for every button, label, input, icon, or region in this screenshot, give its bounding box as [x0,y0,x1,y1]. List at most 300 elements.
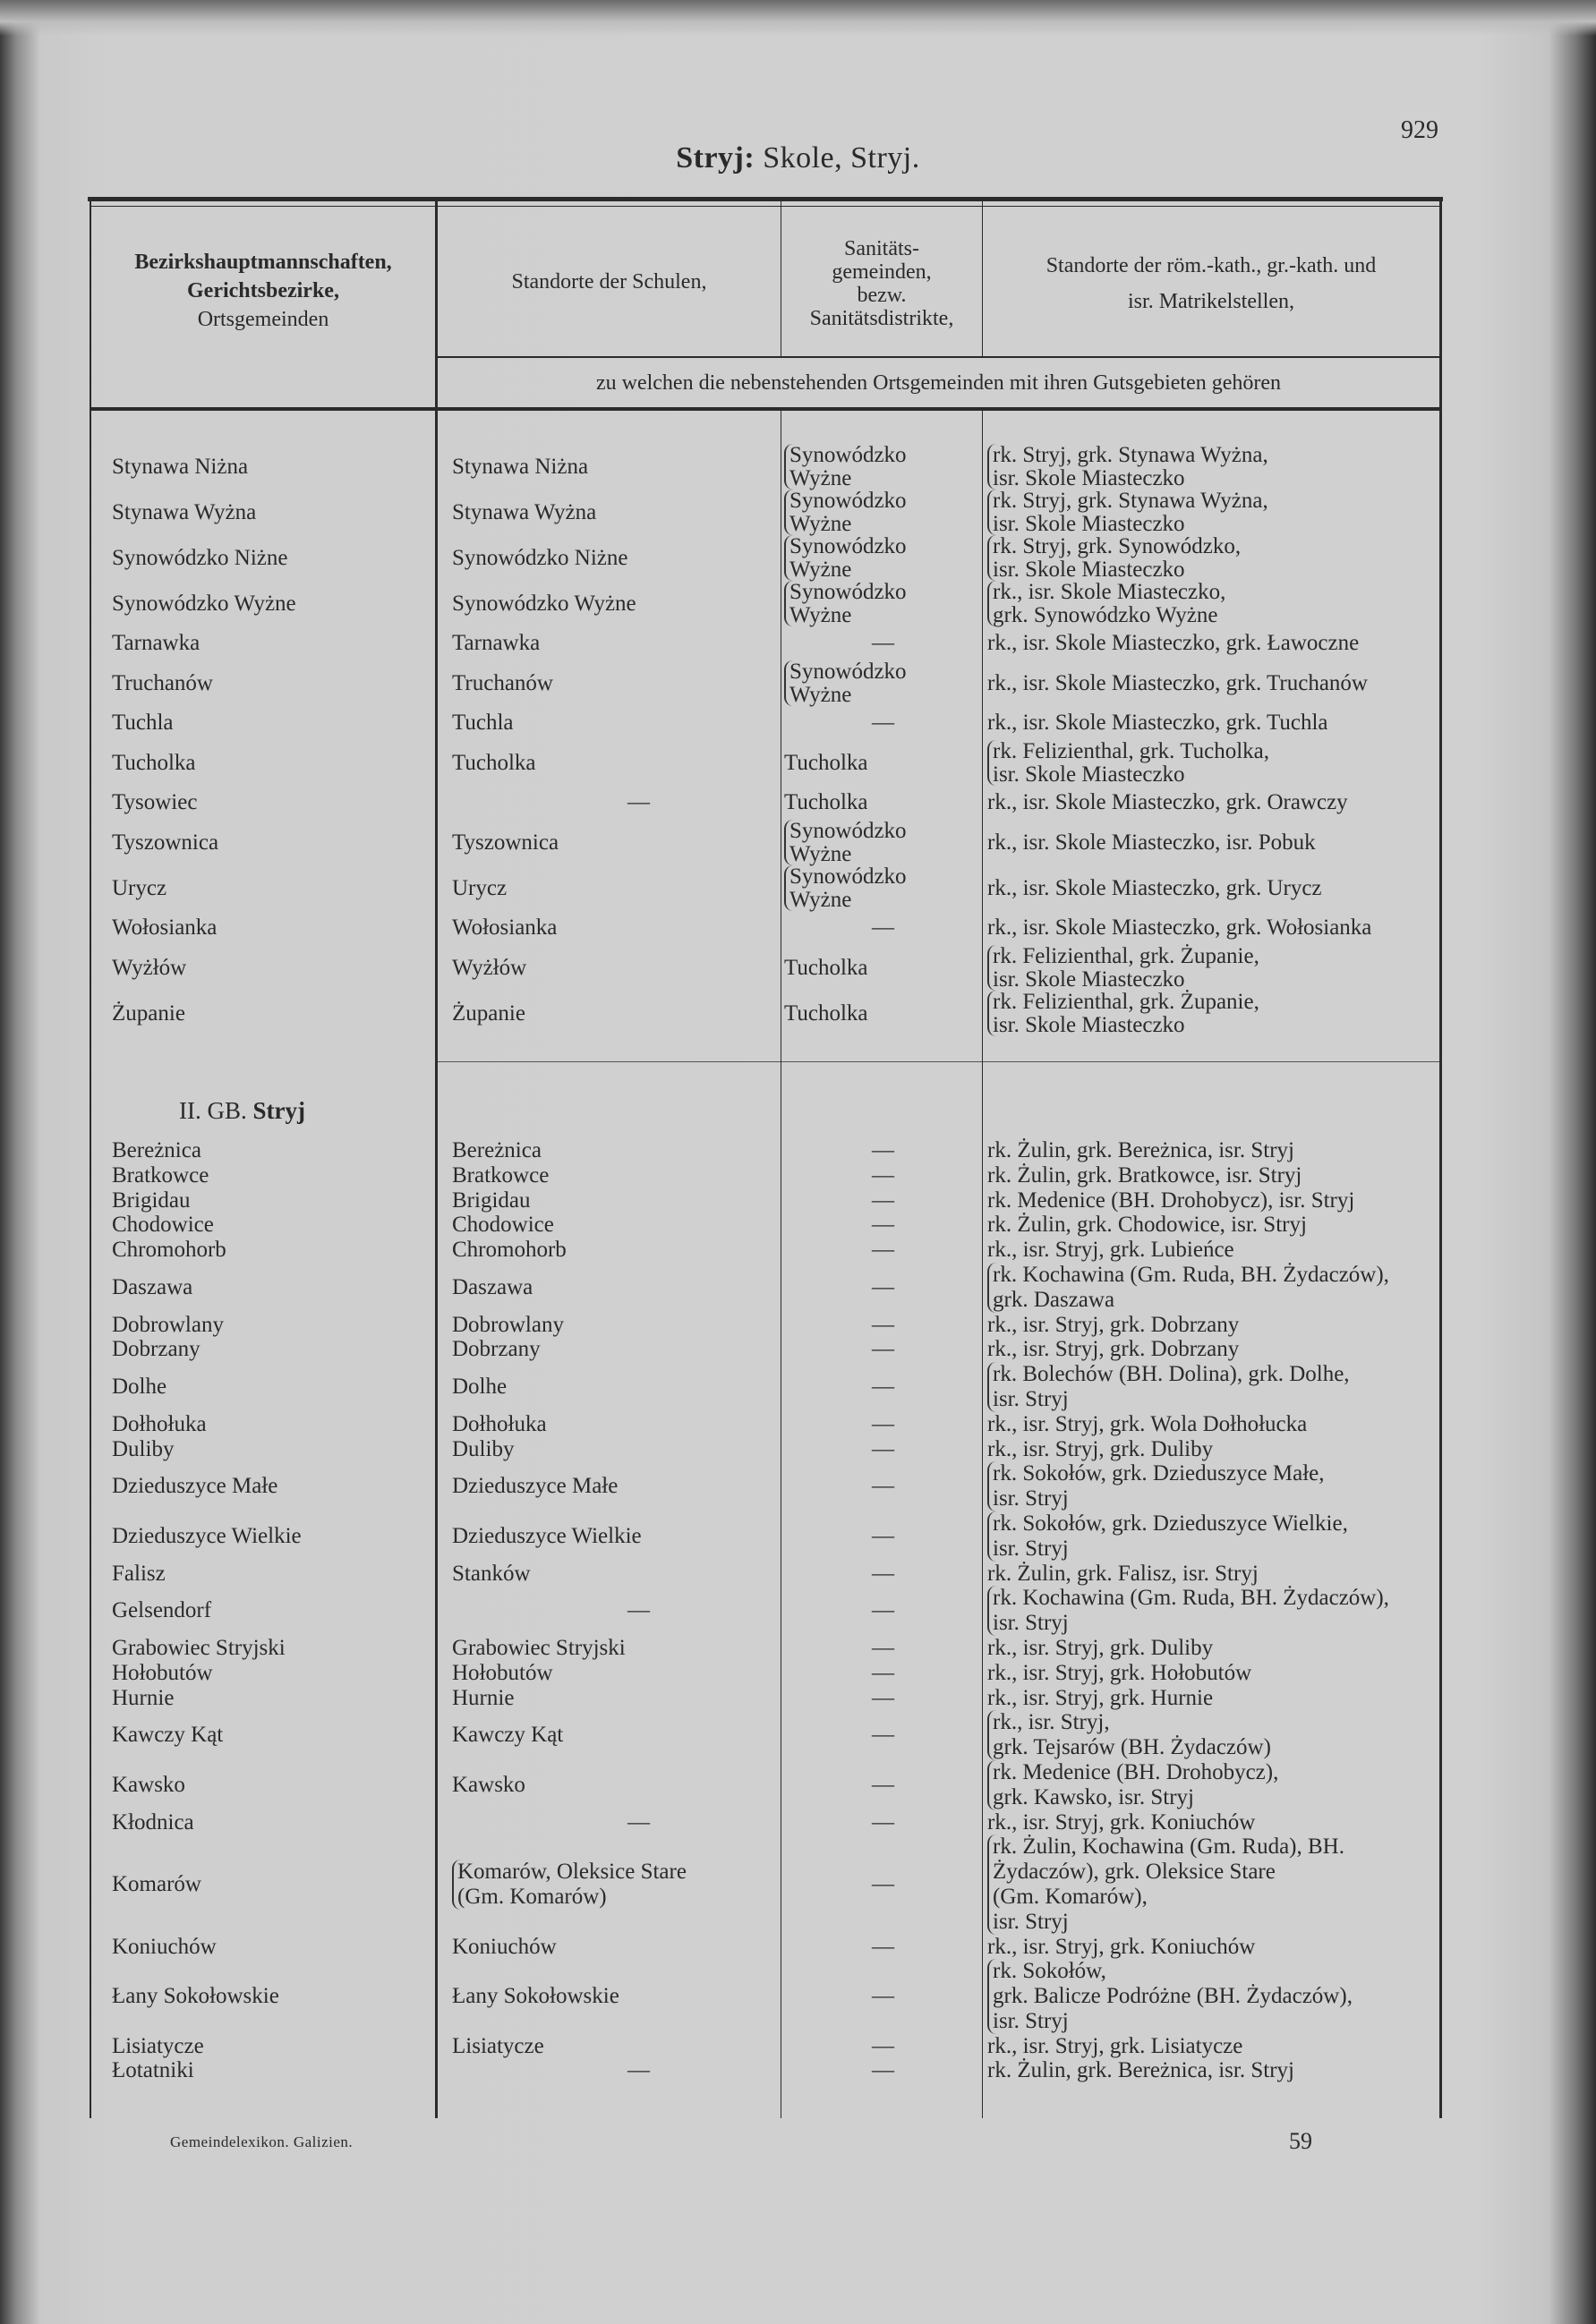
header-col1-line2: Gerichtsbezirke, [187,279,339,302]
cell-line: Dobrowlany [452,1312,564,1337]
text-group [452,501,596,524]
registers-cell [982,489,1441,535]
cell-line: rk., isr. Stryj, grk. Dobrzany [987,1337,1240,1362]
table-row [90,1661,1441,1686]
registers-cell [982,1213,1441,1238]
table-row [90,1138,1441,1163]
cell-line: isr. Skole Miasteczko [993,762,1185,787]
registers-cell [982,1461,1441,1511]
header-subheader-text: zu welchen die nebenstehenden Ortsgemeinden mit ihren Gutsgebieten gehören [595,370,1282,395]
school-cell [436,2058,781,2083]
header-col1-line3: Ortsgemeinden [197,308,329,331]
text-group [987,672,1368,695]
cell-line: Tucholka [784,1000,868,1026]
text-group [452,2034,544,2059]
cell-line: rk. Felizienthal, grk. Tucholka, [993,739,1269,763]
municipality-cell [90,455,436,479]
municipality-cell [90,1337,436,1362]
text-group [987,1337,1239,1362]
school-cell [436,1860,781,1910]
empty-dash: — [627,1598,650,1623]
registers-cell [982,1959,1441,2033]
text-group [452,1337,541,1362]
school-cell [436,1562,781,1587]
cell-line: grk. Tejsarów (BH. Żydaczów) [993,1735,1271,1760]
sanitary-cell [781,660,982,706]
registers-cell [982,2058,1441,2083]
section-divider [436,1061,1441,1062]
text-group [784,1002,868,1026]
sanitary-cell [781,820,982,865]
school-cell [436,1984,781,2009]
municipality-cell [90,1562,436,1587]
cell-line: Żydaczów), grk. Oleksice Stare [993,1860,1276,1885]
text-group [784,1984,982,2009]
empty-dash: — [872,1723,894,1748]
text-group [784,1213,982,1238]
text-group [784,1636,982,1661]
text-group [452,2058,781,2083]
municipality-cell [90,1686,436,1711]
text-group [452,957,526,980]
cell-line: isr. Stryj [993,1386,1069,1411]
text-group [452,1188,531,1213]
table-row [90,1163,1441,1188]
empty-dash: — [872,631,894,656]
registers-cell [982,1362,1441,1412]
table-top-rule [88,197,1443,201]
cell-line: rk., isr. Skole Miasteczko, grk. Orawczy [987,790,1348,815]
text-group [784,1598,982,1623]
text-group [987,1810,1255,1835]
municipality-cell [90,957,436,980]
registers-cell [982,1661,1441,1686]
header-col4-line1: Standorte der röm.-kath., gr.-kath. und [1046,254,1377,277]
school-cell [436,1375,781,1400]
registers-cell [982,711,1441,735]
sanitary-cell [781,444,982,489]
municipality-cell [90,1984,436,2009]
empty-dash: — [872,1312,894,1337]
cell-line: isr. Skole Miasteczko [993,511,1185,536]
municipality-cell [90,1872,436,1897]
table-row [90,1686,1441,1711]
school-cell [436,547,781,570]
registers-cell [982,916,1441,940]
school-cell [436,1935,781,1960]
page-number: 929 [1401,116,1438,144]
text-group [784,1524,982,1549]
cell-line: Synowódzko Wyżne [452,591,636,616]
municipality-cell [90,1524,436,1549]
table-row [90,1313,1441,1338]
empty-dash: — [872,1474,894,1499]
table-row [90,786,1441,820]
cell-line: Wyżne [789,682,852,707]
text-group [987,1686,1213,1711]
cell-line: rk., isr. Stryj, grk. Lisiatycze [987,2033,1243,2058]
text-group [784,1723,982,1748]
brace-group [987,1959,1353,2033]
municipality-name: Tyszownica [112,830,219,855]
school-cell [436,501,781,524]
empty-dash: — [872,1660,894,1685]
text-group [452,1810,781,1835]
empty-dash: — [872,1772,894,1797]
school-cell [436,1723,781,1748]
registers-cell [982,1263,1441,1313]
municipality-name: Bratkowce [112,1162,209,1188]
sanitary-cell [781,1188,982,1213]
municipality-name: Hurnie [112,1685,175,1710]
sanitary-cell [781,916,982,940]
table-row [90,820,1441,865]
text-group [452,1313,564,1338]
school-cell [436,752,781,775]
section-stryj [90,1138,1441,2083]
table-row [90,991,1441,1036]
municipality-cell [90,547,436,570]
school-cell [436,2034,781,2059]
text-group [452,1773,525,1798]
sanitary-cell [781,752,982,775]
sanitary-cell [781,1002,982,1026]
municipality-cell [90,1935,436,1960]
cell-line: Synowódzko [789,660,907,684]
text-group [784,791,868,814]
municipality-cell [90,632,436,655]
brace-group [784,581,907,626]
registers-cell [982,1562,1441,1587]
section-skole [90,444,1441,1036]
table-row [90,740,1441,786]
title-subdistricts: Skole, Stryj. [755,141,920,175]
cell-line: Dzieduszyce Wielkie [452,1523,642,1548]
municipality-cell [90,2034,436,2059]
municipality-name: Daszawa [112,1274,193,1299]
empty-dash: — [872,2058,894,2083]
municipality-cell [90,1412,436,1437]
registers-cell [982,1138,1441,1163]
cell-line: rk. Żulin, grk. Falisz, isr. Stryj [987,1561,1259,1586]
cell-line: rk. Felizienthal, grk. Żupanie, [993,990,1259,1014]
text-group [784,1474,982,1499]
cell-line: rk., isr. Skole Miasteczko, grk. Wołosianka [987,915,1372,941]
brace-group [987,444,1268,489]
header-col3-line4: Sanitätsdistrikte, [809,307,954,330]
brace-group [987,1263,1389,1313]
text-group [784,1163,982,1188]
school-cell [436,1661,781,1686]
text-group [452,592,636,616]
cell-line: isr. Stryj [993,1486,1069,1511]
brace-group [784,820,907,865]
table-row [90,1511,1441,1562]
school-cell [436,1313,781,1338]
text-group [452,1636,626,1661]
text-group [784,1138,982,1163]
municipality-name: Lisiatycze [112,2033,204,2058]
text-group [452,1238,567,1263]
municipality-cell [90,1238,436,1263]
cell-line: rk., isr. Skole Miasteczko, grk. Ławoczne [987,631,1360,656]
municipality-name: Duliby [112,1436,175,1461]
header-col2-text: Standorte der Schulen, [511,270,707,294]
table-row [90,581,1441,626]
text-group [784,1238,982,1263]
cell-line: grk. Daszawa [993,1287,1115,1312]
cell-line: Synowódzko [789,534,907,558]
text-group [452,1474,618,1499]
brace-group [987,1710,1271,1760]
cell-line: rk., isr. Stryj, grk. Wola Dołhołucka [987,1411,1308,1436]
brace-group [987,945,1259,991]
municipality-name: Dołhołuka [112,1411,207,1436]
empty-dash: — [872,1162,894,1188]
text-group [452,877,507,900]
header-col4-line2: isr. Matrikelstellen, [1128,290,1294,313]
sanitary-cell [781,489,982,535]
text-group [452,1524,642,1549]
sanitary-cell [781,1474,982,1499]
cell-line: Stanków [452,1561,531,1586]
cell-line: Tuchla [452,711,514,736]
municipality-cell [90,672,436,695]
sanitary-cell [781,865,982,911]
empty-dash: — [872,1809,894,1835]
registers-cell [982,1835,1441,1934]
school-cell [436,1437,781,1462]
cell-line: Synowódzko [789,580,907,604]
cell-line: isr. Stryj [993,1909,1069,1934]
cell-line: rk. Żulin, grk. Bereżnica, isr. Stryj [987,2058,1294,2083]
sanitary-cell [781,957,982,980]
table-row [90,1586,1441,1636]
sanitary-cell [781,1163,982,1188]
empty-dash: — [872,915,894,941]
page-title [0,141,1596,175]
text-group [784,1337,982,1362]
empty-dash: — [872,1984,894,2009]
text-group [452,672,553,695]
municipality-name: Tarnawka [112,631,201,656]
brace-group [987,489,1268,535]
municipality-cell [90,831,436,855]
school-cell [436,831,781,855]
cell-line: Komarów, Oleksice Stare [457,1860,687,1885]
table-row [90,1412,1441,1437]
header-col-registers [983,211,1439,356]
municipality-name: Wyżłów [112,955,187,980]
sanitary-cell [781,1412,982,1437]
footer-sheet-number: 59 [1289,2128,1312,2154]
brace-group [987,740,1269,786]
cell-line: rk. Żulin, Kochawina (Gm. Ruda), BH. [993,1835,1344,1860]
registers-cell [982,1710,1441,1760]
cell-line: Grabowiec Stryjski [452,1635,626,1660]
brace-group [784,489,907,535]
municipality-name: Chromohorb [112,1238,226,1263]
sanitary-cell [781,1935,982,1960]
cell-line: rk., isr. Stryj, grk. Hurnie [987,1685,1214,1710]
cell-line: Stynawa Niżna [452,454,589,479]
text-group [987,1238,1234,1263]
cell-line: Tyszownica [452,830,559,855]
text-group [987,1188,1354,1213]
municipality-cell [90,1213,436,1238]
municipality-name: Gelsendorf [112,1598,212,1623]
cell-line: isr. Skole Miasteczko [993,1012,1185,1037]
text-group [784,1412,982,1437]
cell-line: (Gm. Komarów) [457,1884,607,1909]
cell-line: Wyżne [789,511,852,536]
school-cell [436,455,781,479]
municipality-name: Grabowiec Stryjski [112,1635,286,1660]
text-group [784,1275,982,1300]
registers-cell [982,1313,1441,1338]
school-cell [436,1002,781,1026]
text-group [784,1562,982,1587]
cell-line: rk., isr. Stryj, grk. Dobrzany [987,1312,1240,1337]
municipality-cell [90,1375,436,1400]
municipality-name: Dobrzany [112,1337,201,1362]
text-group [987,1636,1213,1661]
municipality-cell [90,1598,436,1623]
text-group [987,1163,1302,1188]
header-col1-line1: Bezirkshauptmannschaften, [134,251,392,274]
registers-cell [982,535,1441,581]
cell-line: Bereżnica [452,1138,542,1162]
cell-line: Tucholka [784,750,868,775]
text-group [784,1872,982,1897]
municipality-cell [90,1002,436,1026]
table-row [90,1710,1441,1760]
text-group [784,1686,982,1711]
municipality-cell [90,711,436,735]
brace-group [987,1586,1389,1636]
text-group [452,632,540,655]
municipality-cell [90,1474,436,1499]
text-group [784,2034,982,2059]
text-group [452,1598,781,1623]
cell-line: rk., isr. Skole Miasteczko, grk. Truchanów [987,670,1368,695]
empty-dash: — [872,1934,894,1959]
table-row [90,1188,1441,1213]
empty-dash: — [872,1598,894,1623]
cell-line: grk. Balicze Podróżne (BH. Żydaczów), [993,1984,1353,2009]
municipality-name: Truchanów [112,670,213,695]
empty-dash: — [872,1138,894,1162]
cell-line: rk., isr. Stryj, [993,1710,1110,1735]
text-group [987,916,1371,940]
municipality-name: Synowódzko Wyżne [112,591,296,616]
table-row [90,1461,1441,1511]
text-group [452,455,588,479]
brace-group [987,1835,1344,1934]
table-row [90,1238,1441,1263]
empty-dash: — [872,1274,894,1299]
empty-dash: — [872,1635,894,1660]
registers-cell [982,672,1441,695]
brace-group [987,535,1241,581]
header-col-sanitary [781,211,982,356]
registers-cell [982,1760,1441,1810]
sanitary-cell [781,1524,982,1549]
cell-line: rk., isr. Skole Miasteczko, grk. Urycz [987,875,1322,900]
registers-cell [982,991,1441,1036]
header-bottom-rule [90,407,1441,411]
text-group [784,1773,982,1798]
text-group [987,1562,1259,1587]
header-col-schools [438,208,781,356]
registers-cell [982,1586,1441,1636]
registers-cell [982,791,1441,814]
municipality-name: Dobrowlany [112,1312,224,1337]
sanitary-cell [781,581,982,626]
sanitary-cell [781,1661,982,1686]
text-group [987,1661,1251,1686]
cell-line: Chodowice [452,1213,554,1238]
brace-group [987,1511,1348,1562]
municipality-name: Stynawa Wyżna [112,499,257,524]
cell-line: rk., isr. Stryj, grk. Duliby [987,1635,1214,1660]
cell-line: Dolhe [452,1375,508,1400]
text-group [452,1163,549,1188]
text-group [784,916,982,940]
text-group [452,1375,507,1400]
table-row [90,706,1441,740]
municipality-cell [90,1661,436,1686]
municipality-cell [90,752,436,775]
text-group [784,957,868,980]
cell-line: Tucholka [784,955,868,980]
table-row [90,1213,1441,1238]
registers-cell [982,581,1441,626]
registers-cell [982,1337,1441,1362]
cell-line: Hołobutów [452,1660,553,1685]
cell-line: Synowódzko [789,819,907,843]
cell-line: Łany Sokołowskie [452,1984,619,2009]
brace-group [784,535,907,581]
text-group [452,547,628,570]
sanitary-cell [781,711,982,735]
table-row [90,1835,1441,1934]
sanitary-cell [781,1686,982,1711]
municipality-cell [90,1723,436,1748]
text-group [987,2058,1294,2083]
empty-dash: — [627,790,650,815]
text-group [784,1935,982,1960]
school-cell [436,1636,781,1661]
cell-line: isr. Skole Miasteczko [993,557,1185,582]
sanitary-cell [781,1375,982,1400]
text-group [784,1375,982,1400]
table-row [90,1959,1441,2033]
empty-dash: — [872,1213,894,1238]
sanitary-cell [781,1723,982,1748]
text-group [784,1313,982,1338]
table-row [90,1760,1441,1810]
cell-line: rk. Medenice (BH. Drohobycz), isr. Stryj [987,1188,1355,1213]
header-col3-line3: bezw. [857,284,907,307]
municipality-cell [90,877,436,900]
school-cell [436,672,781,695]
sanitary-cell [781,1810,982,1835]
municipality-cell [90,916,436,940]
sanitary-cell [781,632,982,655]
section-heading-prefix: II. GB. [179,1097,253,1124]
municipality-name: Komarów [112,1872,201,1896]
